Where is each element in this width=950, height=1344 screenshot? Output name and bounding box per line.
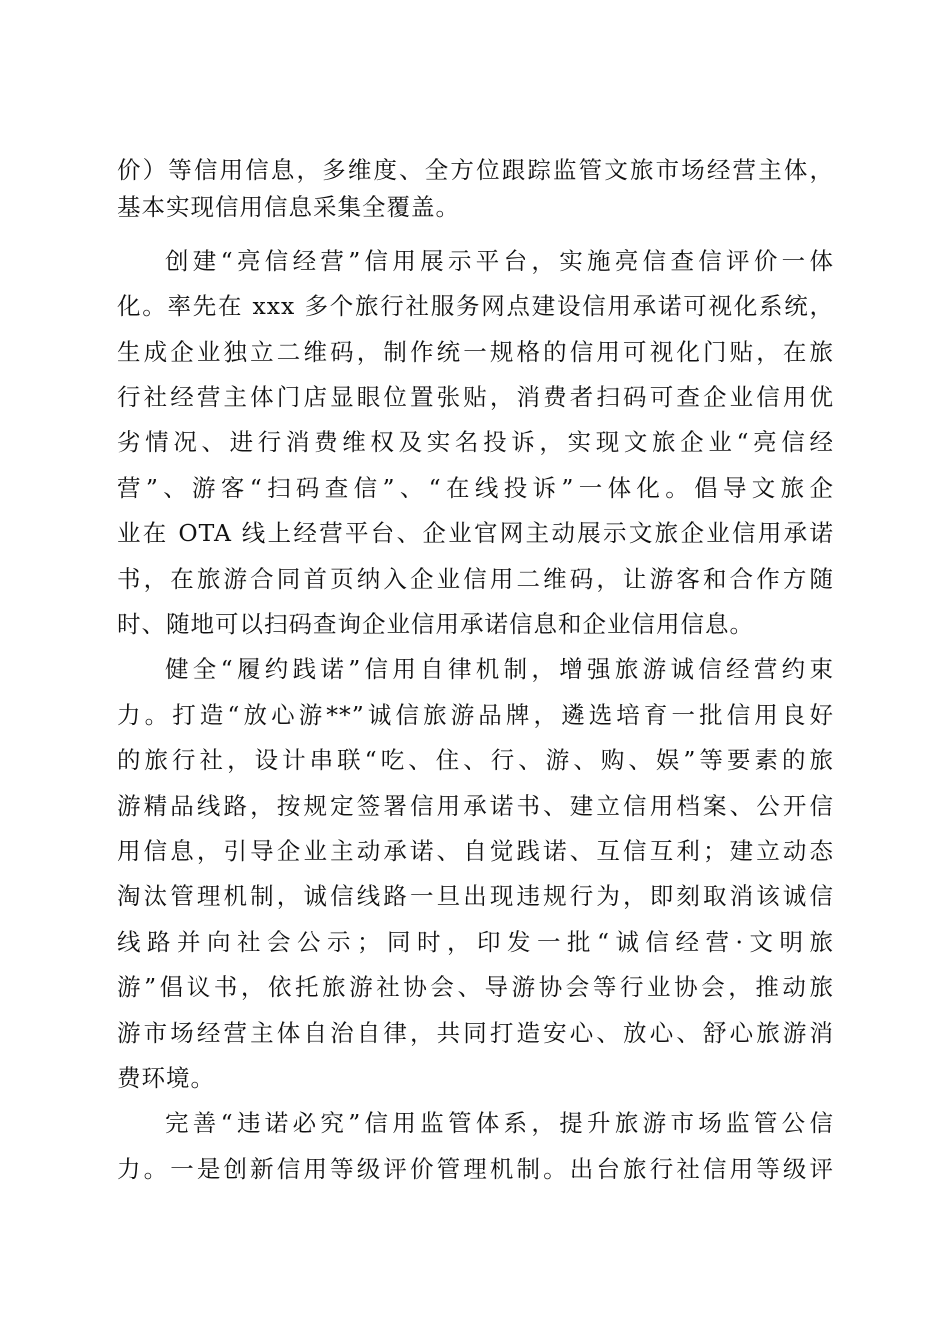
text-line: 游精品线路，按规定签署信用承诺书、建立信用档案、公开信 bbox=[117, 791, 834, 820]
text-line: 时、随地可以扫码查询企业信用承诺信息和企业信用信息。 bbox=[117, 610, 754, 638]
text-line: 力。打造“放心游**”诚信旅游品牌，遴选培育一批信用良好 bbox=[117, 700, 834, 729]
text-line: 书，在旅游合同首页纳入企业信用二维码，让游客和合作方随 bbox=[117, 564, 834, 593]
text-line: 健全“履约践诺”信用自律机制，增强旅游诚信经营约束 bbox=[165, 655, 834, 684]
text-line: 基本实现信用信息采集全覆盖。 bbox=[117, 193, 460, 222]
text-line: 劣情况、进行消费维权及实名投诉，实现文旅企业“亮信经 bbox=[117, 428, 834, 457]
text-line: 游”倡议书，依托旅游社协会、导游协会等行业协会，推动旅 bbox=[117, 973, 834, 1002]
text-line: 游市场经营主体自治自律，共同打造安心、放心、舒心旅游消 bbox=[117, 1018, 834, 1047]
text-line: 营”、游客“扫码查信”、“在线投诉”一体化。倡导文旅企 bbox=[117, 473, 834, 502]
text-line: 力。一是创新信用等级评价管理机制。出台旅行社信用等级评 bbox=[117, 1154, 834, 1183]
text-line: 行社经营主体门店显眼位置张贴，消费者扫码可查企业信用优 bbox=[117, 383, 834, 411]
text-line: 化。率先在 xxx 多个旅行社服务网点建设信用承诺可视化系统， bbox=[117, 292, 834, 321]
text-line: 淘汰管理机制，诚信线路一旦出现违规行为，即刻取消该诚信 bbox=[117, 882, 834, 911]
text-line: 生成企业独立二维码，制作统一规格的信用可视化门贴，在旅 bbox=[117, 337, 834, 366]
text-line: 的旅行社，设计串联“吃、住、行、游、购、娱”等要素的旅 bbox=[117, 746, 834, 775]
text-line: 价）等信用信息，多维度、全方位跟踪监管文旅市场经营主体， bbox=[117, 156, 834, 184]
text-line: 业在 OTA 线上经营平台、企业官网主动展示文旅企业信用承诺 bbox=[117, 519, 834, 548]
text-line: 线路并向社会公示；同时，印发一批“诚信经营·文明旅 bbox=[117, 927, 834, 956]
text-line: 费环境。 bbox=[117, 1064, 215, 1092]
text-line: 创建“亮信经营”信用展示平台，实施亮信查信评价一体 bbox=[165, 246, 834, 275]
text-line: 完善“违诺必究”信用监管体系，提升旅游市场监管公信 bbox=[165, 1109, 834, 1138]
text-line: 用信息，引导企业主动承诺、自觉践诺、互信互利；建立动态 bbox=[117, 837, 834, 865]
